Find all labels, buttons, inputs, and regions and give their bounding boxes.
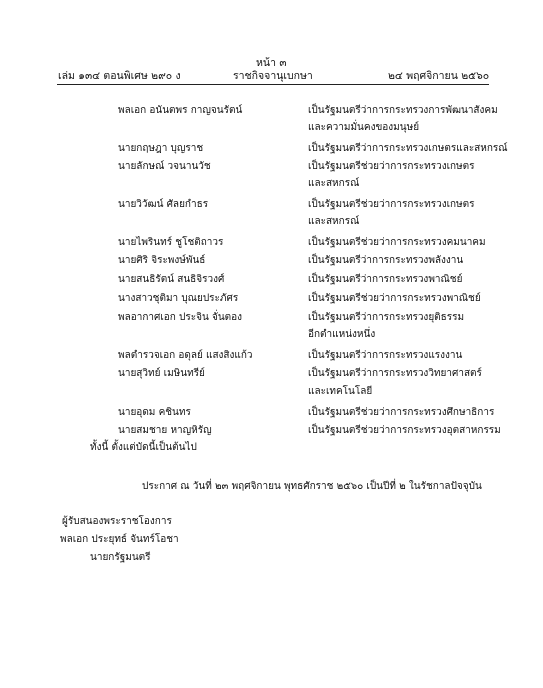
appointee-name: นายลักษณ์ วจนานวัช: [118, 161, 211, 172]
appointee-name: พลอากาศเอก ประจิน จั่นตอง: [118, 312, 243, 323]
appointee-name: นางสาวชุติมา บุณยประภัศร: [118, 293, 239, 304]
appointee-name: นายสุวิทย์ เมษินทรีย์: [118, 368, 205, 379]
appointee-position: เป็นรัฐมนตรีช่วยว่าการกระทรวงพาณิชย์: [308, 293, 481, 304]
appointee-name: นายสมชาย หาญหิรัญ: [118, 425, 212, 436]
header-rule: [57, 84, 489, 85]
appointee-name: นายไพรินทร์ ชูโชติถาวร: [118, 237, 224, 248]
appointee-name: นายอุดม คชินทร: [118, 407, 191, 418]
volume-info: เล่ม ๑๓๔ ตอนพิเศษ ๒๙๐ ง: [58, 70, 181, 82]
appointee-position: เป็นรัฐมนตรีช่วยว่าการกระทรวงเกษตร: [308, 161, 475, 172]
appointee-position-cont: และความมั่นคงของมนุษย์: [308, 122, 420, 133]
appointee-position: เป็นรัฐมนตรีว่าการกระทรวงวิทยาศาสตร์: [308, 368, 482, 379]
appointee-name: พลเอก อนันตพร กาญจนรัตน์: [118, 105, 243, 116]
effective-clause: ทั้งนี้ ตั้งแต่บัดนี้เป็นต้นไป: [90, 442, 197, 453]
signatory-title: นายกรัฐมนตรี: [90, 552, 151, 563]
appointee-position-cont: และเทคโนโลยี: [308, 386, 373, 397]
appointee-position-cont: อีกตำแหน่งหนึ่ง: [308, 329, 376, 340]
appointee-position: เป็นรัฐมนตรีว่าการกระทรวงพาณิชย์: [308, 274, 463, 285]
appointee-position: เป็นรัฐมนตรีว่าการกระทรวงแรงงาน: [308, 350, 463, 361]
signatory-name: พลเอก ประยุทธ์ จันทร์โอชา: [60, 534, 179, 545]
appointee-position: เป็นรัฐมนตรีช่วยว่าการกระทรวงศึกษาธิการ: [308, 407, 495, 418]
appointee-position: เป็นรัฐมนตรีช่วยว่าการกระทรวงเกษตร: [308, 199, 475, 210]
appointee-position: เป็นรัฐมนตรีว่าการกระทรวงเกษตรและสหกรณ์: [308, 143, 508, 154]
gazette-date: ๒๔ พฤศจิกายน ๒๕๖๐: [388, 70, 490, 82]
appointee-name: นายวิวัฒน์ ศัลยกำธร: [118, 199, 209, 210]
appointee-position: เป็นรัฐมนตรีว่าการกระทรวงการพัฒนาสังคม: [308, 105, 498, 116]
appointee-name: นายศิริ จิระพงษ์พันธ์: [118, 255, 206, 266]
proclamation-date: ประกาศ ณ วันที่ ๒๓ พฤศจิกายน พุทธศักราช ๒๕๖๐ เป็นปีที่ ๒ ในรัชกาลปัจจุบัน: [142, 481, 482, 492]
appointee-position: เป็นรัฐมนตรีช่วยว่าการกระทรวงคมนาคม: [308, 237, 486, 248]
appointee-position: เป็นรัฐมนตรีช่วยว่าการกระทรวงอุตสาหกรรม: [308, 425, 501, 436]
appointee-name: พลตำรวจเอก อดุลย์ แสงสิงแก้ว: [118, 350, 253, 361]
appointee-position: เป็นรัฐมนตรีว่าการกระทรวงยุติธรรม: [308, 312, 465, 323]
page-number: หน้า ๓: [256, 57, 287, 69]
gazette-name: ราชกิจจานุเบกษา: [233, 70, 313, 82]
countersign-label: ผู้รับสนองพระราชโองการ: [62, 516, 172, 527]
appointee-position-cont: และสหกรณ์: [308, 178, 360, 189]
appointee-name: นายสนธิรัตน์ สนธิจิรวงศ์: [118, 274, 225, 285]
appointee-name: นายกฤษฎา บุญราช: [118, 143, 204, 154]
appointee-position-cont: และสหกรณ์: [308, 216, 360, 227]
appointee-position: เป็นรัฐมนตรีว่าการกระทรวงพลังงาน: [308, 255, 464, 266]
